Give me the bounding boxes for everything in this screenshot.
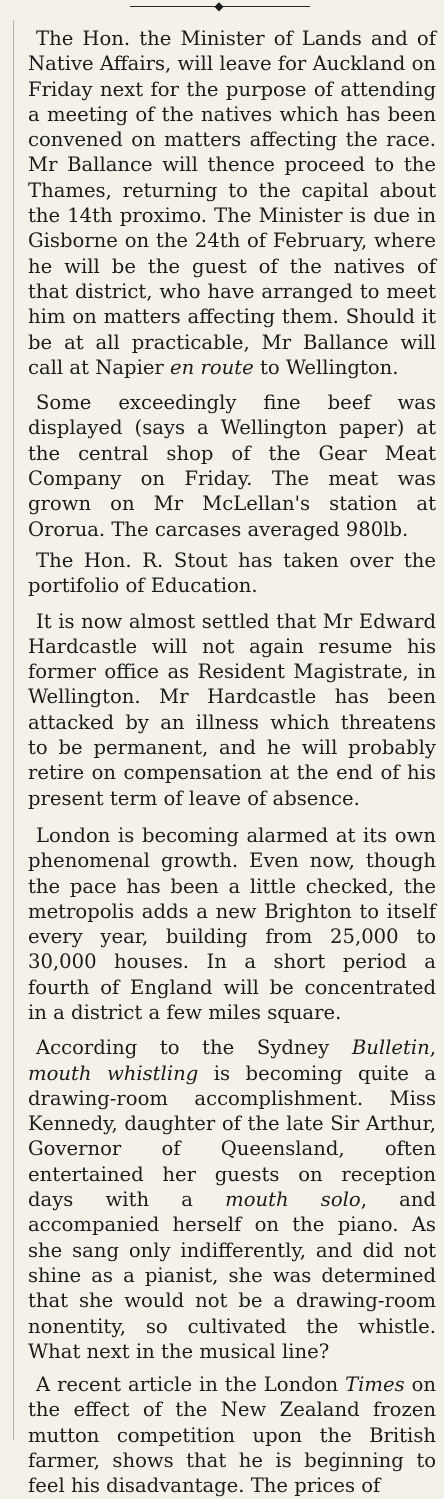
italic-text: Bulletin (351, 1036, 430, 1060)
italic-text: mouth solo (225, 1188, 361, 1212)
italic-text: mouth whistling (28, 1061, 199, 1085)
text-run: Some exceedingly fine beef was displayed (says a Wellington paper) at the central shop of the Gear Meat Company on Friday. The meat was grown on Mr McLellan's station at Ororua. The carcases averaged 980lb. (28, 391, 436, 541)
text-run: It is now almost settled that Mr Edward Hardcastle will not again resume his former office as Resident Magistrate, in Wellington. Mr Hardcastle has been attacked by an illness which threatens to be permanent, and he will probably retire on compensation at the end of his present term of leave of absence. (28, 609, 436, 810)
text-run: According to the Sydney (36, 1036, 352, 1060)
text-run: , (429, 1036, 436, 1060)
paragraph-minister-travel (28, 26, 436, 380)
text-run: to Wellington. (253, 355, 399, 379)
text-run: A recent article in the London (36, 1373, 346, 1397)
text-run: on the effect of the New Zealand frozen mutton competition upon the British farmer, shows that he is beginning to feel his disadvantage. The prices of (28, 1373, 436, 1498)
italic-text: Times (345, 1373, 405, 1397)
text-run: London is becoming alarmed at its own phenomenal growth. Even now, though the pace has been a little checked, the metropolis adds a new Brighton to itself every year, building from 25,000 to 30,000 houses. In a short period a fourth of England will be concentrated in a district a few miles square. (28, 823, 436, 1024)
paragraph-hardcastle (28, 609, 436, 811)
column-rule (13, 20, 14, 1440)
text-run: The Hon. R. Stout has taken over the portifolio of Education. (28, 548, 436, 598)
text-run: , and accompanied herself on the piano. As she sang only indifferently, and did not shine as a pianist, she was determined that she would not be a drawing-room nonentity, so cultivated the whistle. What next in the musical line? (28, 1188, 436, 1363)
paragraph-frozen-mutton (28, 1372, 436, 1498)
italic-text: en route (170, 355, 254, 379)
diamond-ornament-icon: ◆ (214, 0, 224, 13)
paragraph-beef-display (28, 390, 436, 542)
paragraph-london-growth (28, 823, 436, 1025)
paragraph-education-portfolio (28, 548, 436, 599)
text-run: The Hon. the Minister of Lands and of Native Affairs, will leave for Auckland on Friday next for the purpose of attending a meeting of the natives which has been convened on matters affecting the race. Mr Ballance will thence proceed to the Thames, returning to the capital about the 14th proximo. The Minister is due in Gisborne on the 24th of February, where he will be the guest of the natives of that district, who have arranged to meet him on matters affecting them. Should it be at all practicable, Mr Ballance will call at Napier (28, 27, 436, 379)
text-run: is becoming quite a drawing-room accomplishment. Miss Kennedy, daughter of the late Sir Arthur, Governor of Queensland, often entertained her guests on reception days with a (28, 1061, 437, 1212)
paragraph-mouth-whistling (28, 1035, 436, 1364)
